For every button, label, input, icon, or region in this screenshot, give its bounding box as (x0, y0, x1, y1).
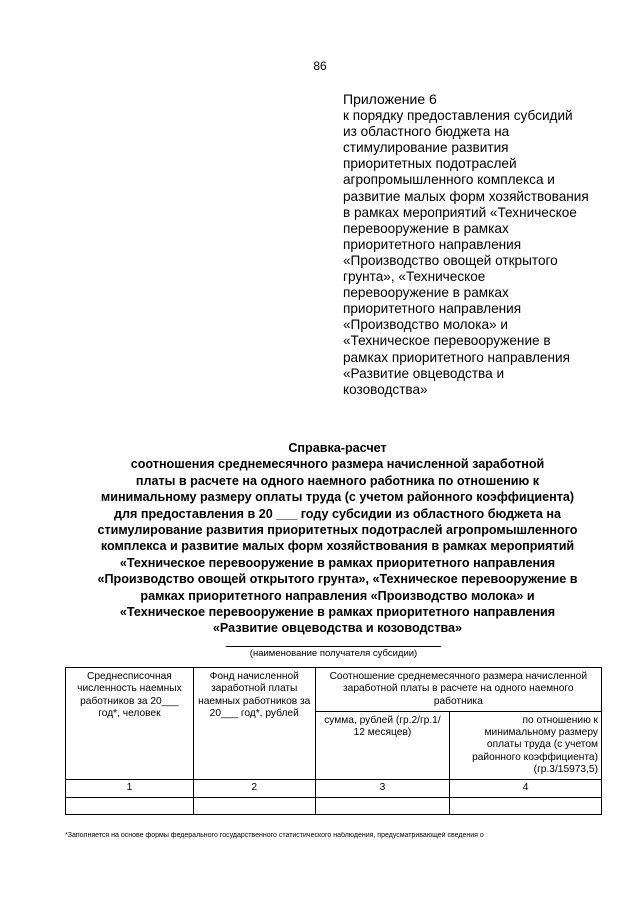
appendix-line: приоритетного направления (343, 301, 522, 317)
recipient-caption: (наименование получателя субсидии) (249, 648, 418, 659)
appendix-title: Приложение 6 (343, 91, 437, 107)
appendix-line: перевооружение в рамках (343, 220, 509, 236)
headcount-cell[interactable] (66, 798, 194, 815)
data-entry-row (66, 798, 602, 815)
appendix-line: «Производство молока» и (343, 317, 508, 333)
appendix-line: «Техническое перевооружение в (343, 333, 551, 349)
appendix-line: рамках приоритетного направления (343, 349, 570, 365)
column-number: 2 (193, 780, 315, 798)
form-title-line: комплекса и развитие малых форм хозяйствования в рамках мероприятий (100, 539, 575, 554)
appendix-line: стимулирование развития (343, 140, 509, 156)
appendix-line: приоритетного направления (343, 236, 522, 252)
header-ratio-group: Соотношение среднемесячного размера начисленной заработной платы в расчете на одного наемного работника (315, 668, 601, 712)
appendix-line: приоритетных подотраслей (343, 156, 517, 172)
form-title-line: соотношения среднемесячного размера начисленной заработной (130, 457, 545, 472)
column-number: 4 (450, 780, 602, 798)
form-title-line: «Производство овощей открытого грунта», «Техническое перевооружение в (97, 572, 578, 587)
recipient-name-line[interactable] (226, 646, 441, 647)
appendix-line: «Производство овощей открытого (343, 252, 558, 268)
appendix-block (343, 91, 618, 398)
mrot-ratio-cell[interactable] (450, 798, 602, 815)
appendix-line: «Развитие овцеводства и (343, 365, 505, 381)
page-number: 86 (313, 59, 327, 73)
form-title-line: «Развитие овцеводства и козоводства» (212, 621, 463, 636)
appendix-line: перевооружение в рамках (343, 285, 509, 301)
appendix-line: развитие малых форм хозяйствования (343, 188, 589, 204)
appendix-line: агропромышленного комплекса и (343, 172, 555, 188)
appendix-line: в рамках мероприятий «Техническое (343, 204, 577, 220)
column-number: 3 (315, 780, 450, 798)
form-title-line: «Техническое перевооружение в рамках приоритетного направления (119, 555, 556, 570)
appendix-line: к порядку предоставления субсидий (343, 108, 573, 124)
footnote: *Заполняется на основе формы федерального государственного статистического наблюдения, предусматривающей сведения о (65, 832, 484, 839)
sum-cell[interactable] (315, 798, 450, 815)
appendix-line: грунта», «Техническое (343, 269, 486, 285)
column-number-row (66, 780, 602, 798)
appendix-line: из областного бюджета на (343, 124, 510, 140)
header-headcount: Среднесписочная численность наемных работников за 20___ год*, человек (66, 668, 194, 780)
wage-fund-cell[interactable] (193, 798, 315, 815)
header-wage-fund: Фонд начисленной заработной платы наемных работников за 20___ год*, рублей (193, 668, 315, 780)
header-sum: сумма, рублей (гр.2/гр.1/ 12 месяцев) (315, 711, 450, 779)
table-header-row (66, 668, 602, 712)
header-mrot-ratio: по отношению к минимальному размеру оплаты труда (с учетом районного коэффициента) (гр.3/15973,5) (450, 711, 602, 779)
calculation-table (65, 667, 602, 815)
form-title-line: платы в расчете на одного наемного работника по отношению к (135, 473, 540, 488)
form-title-line: «Техническое перевооружение в рамках приоритетного направления (119, 605, 556, 620)
appendix-line: козоводства» (343, 381, 428, 397)
column-number: 1 (66, 780, 194, 798)
form-title-line: Справка-расчет (288, 441, 387, 455)
form-title-line: стимулирование развития приоритетных подотраслей агропромышленного (97, 523, 578, 538)
form-title-line: минимальному размеру оплаты труда (с учетом районного коэффициента) (100, 490, 575, 505)
form-title (50, 440, 625, 637)
form-title-line: для предоставления в 20 ___ году субсидии из областного бюджета на (114, 506, 561, 521)
form-title-line: рамках приоритетного направления «Производство молока» и (140, 588, 535, 603)
